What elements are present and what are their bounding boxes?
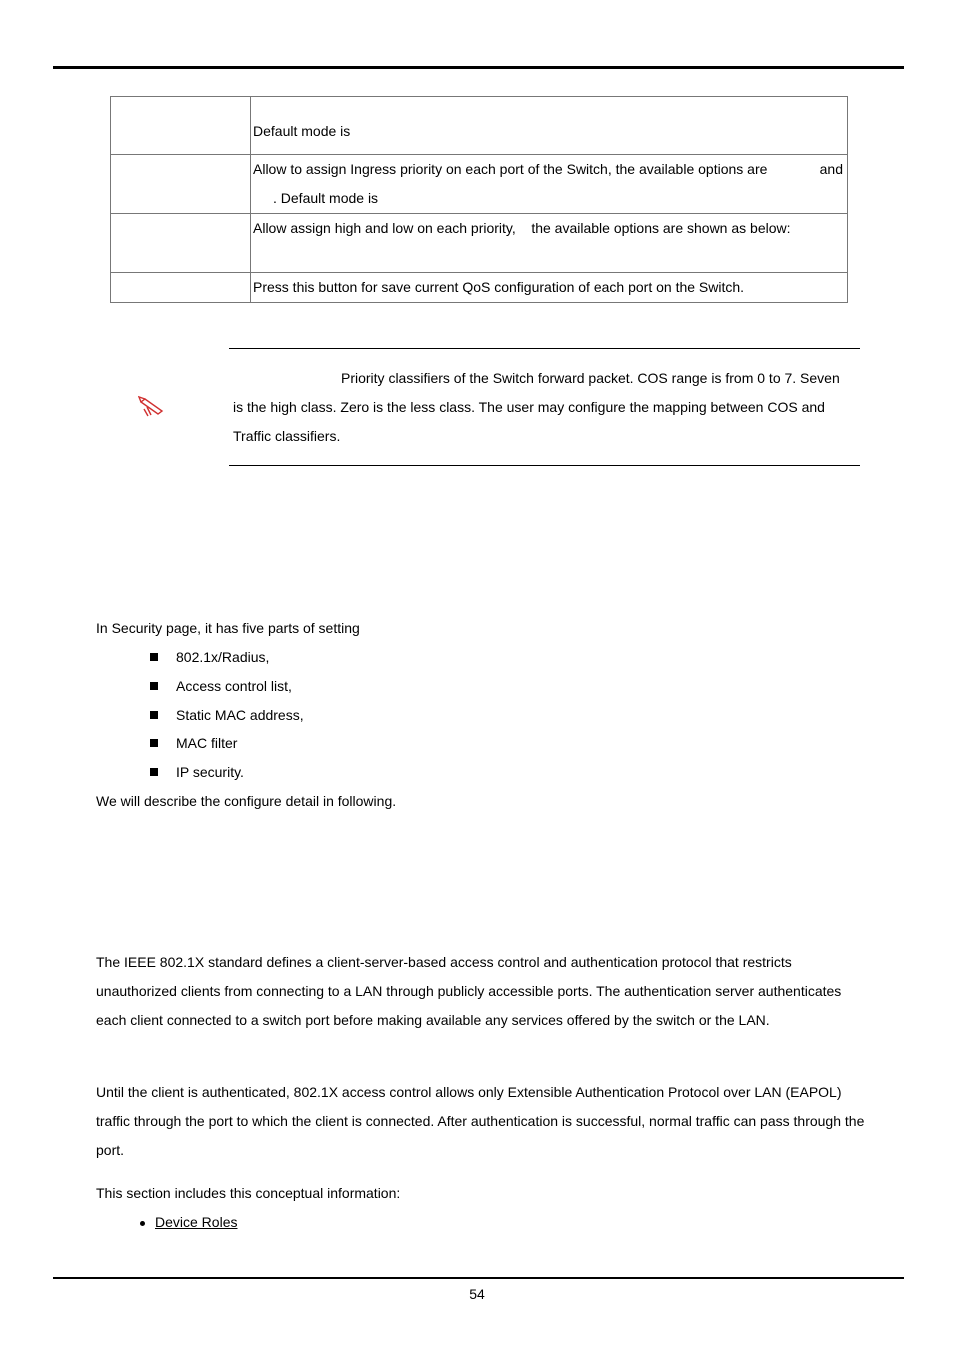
list-item: Static MAC address,: [96, 701, 304, 730]
list-item: MAC filter: [96, 729, 304, 758]
table-label-cell: [111, 273, 251, 303]
list-item: 802.1x/Radius,: [96, 643, 304, 672]
ingress-priority-and: and: [819, 161, 843, 177]
qos-parameter-table: [110, 96, 848, 303]
pencil-note-icon: [138, 394, 164, 420]
dot1x-paragraph-3: This section includes this conceptual information:: [96, 1185, 401, 1201]
ingress-priority-text: Allow to assign Ingress priority on each port of the Switch, the available options are: [253, 161, 768, 177]
note-line: Traffic classifiers.: [233, 428, 341, 444]
header-rule: [53, 66, 904, 69]
bullet-square-icon: [150, 653, 158, 661]
table-row: [111, 273, 848, 303]
table-row: [111, 214, 848, 273]
footer-rule: [53, 1277, 904, 1279]
table-row: [111, 155, 848, 214]
dot1x-paragraph-1: The IEEE 802.1X standard defines a client-server-based access control and authentication protocol that restricts unauthorized clients from connecting to a LAN through publicly accessible ports. The authentication server authenticates each client connected to a switch port before making available any services offered by the switch or the LAN.: [96, 954, 842, 1028]
ingress-default-text: . Default mode is: [273, 190, 379, 206]
bullet-square-icon: [150, 682, 158, 690]
note-text: [233, 364, 858, 451]
bullet-square-icon: [150, 739, 158, 747]
list-item: Access control list,: [96, 672, 304, 701]
table-label-cell: [111, 155, 251, 214]
security-parts-list: [96, 643, 304, 787]
bullet-square-icon: [150, 711, 158, 719]
dot1x-paragraph-2: Until the client is authenticated, 802.1X access control allows only Extensible Authentication Protocol over LAN (EAPOL) traffic through the port to which the client is connected. After authentication is successful, normal traffic can pass through the port.: [96, 1084, 865, 1158]
concept-link-list: [140, 1208, 237, 1237]
note-line: Priority classifiers of the Switch forward packet. COS range is from 0 to 7. Seven: [341, 370, 840, 386]
security-outro: We will describe the configure detail in following.: [96, 793, 397, 809]
ingress-priority-line: [253, 155, 847, 184]
list-item: IP security.: [96, 758, 304, 787]
bullet-square-icon: [150, 768, 158, 776]
default-mode-text: Default mode is: [253, 123, 351, 139]
priority-mapping-text: Allow assign high and low on each priority, the available options are shown as below:: [253, 220, 791, 236]
table-description-cell: [251, 97, 848, 155]
note-bottom-rule: [229, 465, 860, 466]
note-line: is the high class. Zero is the less class. The user may configure the mapping between COS and: [233, 399, 825, 415]
table-description-cell: [251, 155, 848, 214]
table-label-cell: [111, 97, 251, 155]
security-intro: In Security page, it has five parts of setting: [96, 620, 360, 636]
device-roles-link[interactable]: Device Roles: [155, 1214, 238, 1230]
apply-button-description: Press this button for save current QoS configuration of each port on the Switch.: [253, 279, 745, 295]
table-row: [111, 97, 848, 155]
table-description-cell: [251, 273, 848, 303]
page-number: 54: [469, 1286, 485, 1302]
table-label-cell: [111, 214, 251, 273]
bullet-dot-icon: [140, 1221, 145, 1226]
note-top-rule: [229, 348, 860, 349]
table-description-cell: [251, 214, 848, 273]
